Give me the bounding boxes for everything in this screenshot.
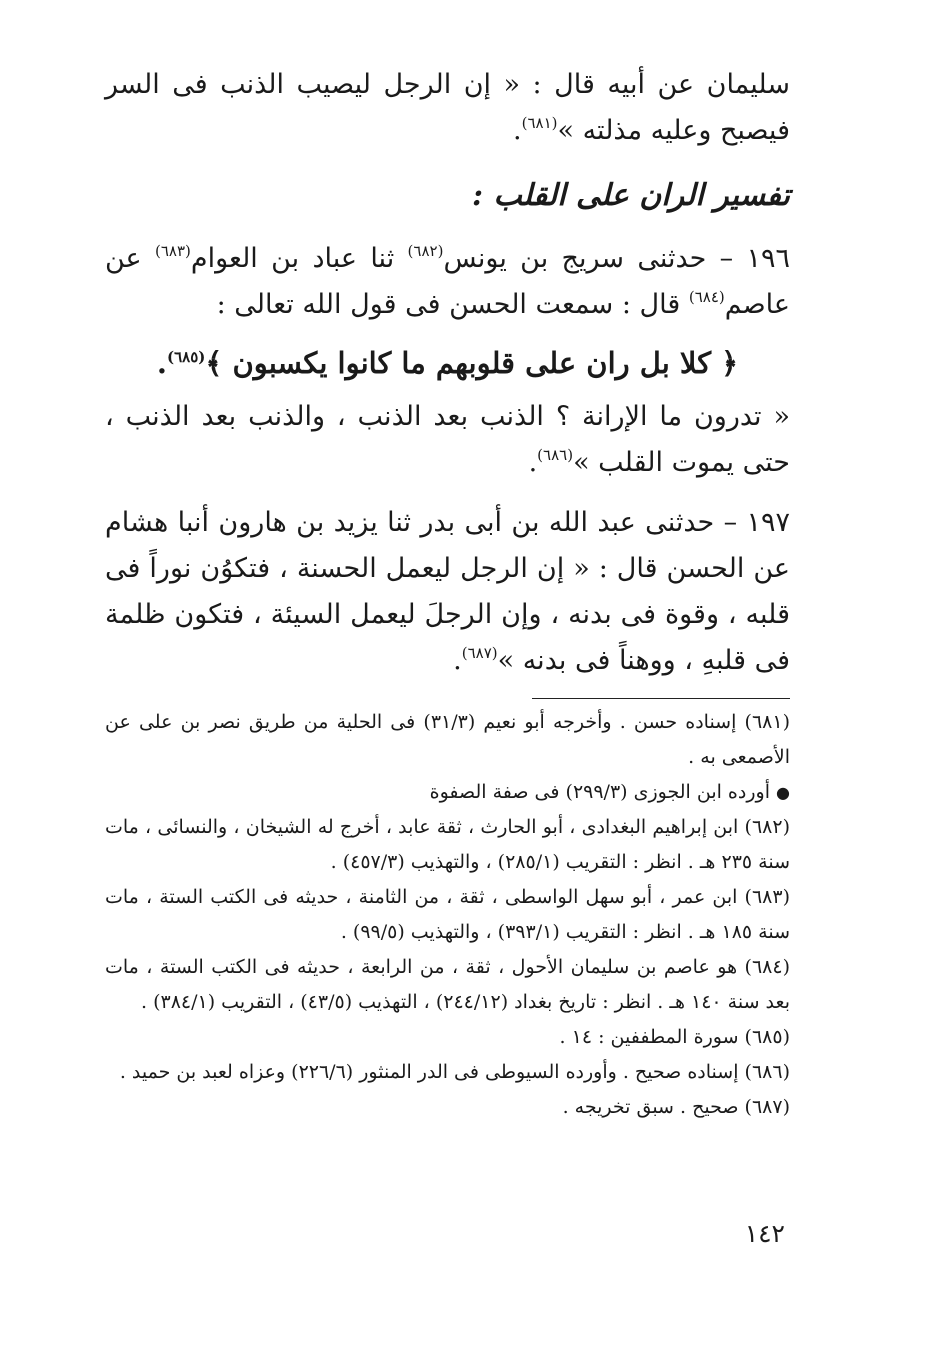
page-body — [105, 62, 790, 1125]
footnote-683: (٦٨٣) ابن عمر ، أبو سهل الواسطى ، ثقة ، من الثامنة ، حديثه فى الكتب الستة ، مات سنة ١٨٥ هـ . انظر : التقريب (٣٩٣/١) ، والتهذيب (٩٩/٥) . — [105, 886, 790, 943]
footnote-681: (٦٨١) إسناده حسن . وأخرجه أبو نعيم (٣١/٣) فى الحلية من طريق نصر بن على عن الأصمعى به . — [105, 711, 791, 768]
paragraph-196-intro: ١٩٦ – حدثنى سريج بن يونس — [443, 243, 791, 274]
paragraph-1 — [105, 62, 790, 154]
bullet-icon: ● — [776, 783, 790, 802]
footnote-681-note-text: أورده ابن الجوزى (٢٩٩/٣) فى صفة الصفوة — [429, 781, 770, 803]
footnote-ref-682[interactable]: (٦٨٢) — [407, 242, 444, 260]
paragraph-196-part4: قال : سمعت الحسن فى قول الله تعالى : — [216, 289, 689, 320]
paragraph-quote — [105, 394, 790, 486]
spacer — [105, 486, 790, 500]
paragraph-quote-end: . — [528, 447, 538, 478]
quran-verse — [105, 340, 790, 386]
footnote-ref-685[interactable]: (٦٨٥) — [166, 348, 206, 366]
paragraph-197-text: ١٩٧ – حدثنى عبد الله بن أبى بدر ثنا يزيد بن هارون أنبا هشام عن الحسن قال : « إن الرجل ليعمل الحسنة ، فتكوُن نوراً فى قلبه ، وقوة فى بدنه ، وإن الرجلَ ليعمل السيئة ، فتكون ظلمة فى قلبهِ ، ووهناً فى بدنه » — [105, 507, 790, 676]
footnote-ref-687[interactable]: (٦٨٧) — [461, 644, 498, 662]
paragraph-quote-text: « تدرون ما الإرانة ؟ الذنب بعد الذنب ، والذنب بعد الذنب ، حتى يموت القلب » — [105, 401, 790, 478]
footnote-divider — [532, 698, 790, 699]
footnote-686: (٦٨٦) إسناده صحيح . وأورده السيوطى فى الدر المنثور (٢٢٦/٦) وعزاه لعبد بن حميد . — [119, 1061, 790, 1083]
page-number: ١٤٢ — [744, 1219, 785, 1248]
quran-verse-end: . — [156, 346, 167, 380]
paragraph-1-text: سليمان عن أبيه قال : « إن الرجل ليصيب الذنب فى السر فيصبح وعليه مذلته » — [105, 69, 790, 146]
paragraph-196-part2: ثنا عباد بن العوام — [190, 243, 408, 274]
footnote-685: (٦٨٥) سورة المطففين : ١٤ . — [559, 1026, 790, 1048]
footnote-ref-686[interactable]: (٦٨٦) — [537, 446, 574, 464]
footnote-ref-683[interactable]: (٦٨٣) — [154, 242, 191, 260]
footnote-687: (٦٨٧) صحيح . سبق تخريجه . — [562, 1096, 790, 1118]
paragraph-197-end: . — [453, 645, 462, 676]
footnote-682: (٦٨٢) ابن إبراهيم البغدادى ، أبو الحارث ، ثقة عابد ، أخرج له الشيخان ، والنسائى ، مات سنة ٢٣٥ هـ . انظر : التقريب (٢٨٥/١) ، والتهذيب (٤٥٧/٣) . — [105, 816, 790, 873]
paragraph-196 — [105, 236, 790, 328]
footnote-ref-681[interactable]: (٦٨١) — [521, 114, 558, 132]
paragraph-196-part3: عن عاصم — [105, 243, 790, 320]
paragraph-1-end: . — [513, 115, 522, 146]
quran-verse-text: ﴿ كلا بل ران على قلوبهم ما كانوا يكسبون ﴾ — [205, 346, 739, 380]
footnote-ref-684[interactable]: (٦٨٤) — [688, 288, 725, 306]
footnote-684: (٦٨٤) هو عاصم بن سليمان الأحول ، ثقة ، من الرابعة ، حديثه فى الكتب الستة ، مات بعد سنة ١٤٠ هـ . انظر : تاريخ بغداد (٢٤٤/١٢) ، التهذيب (٤٣/٥) ، التقريب (٣٨٤/١) . — [105, 956, 790, 1013]
section-heading: تفسير الران على القلب : — [471, 178, 790, 213]
paragraph-197 — [105, 500, 790, 684]
footnotes — [105, 705, 790, 1125]
footnote-681-note — [105, 775, 790, 810]
